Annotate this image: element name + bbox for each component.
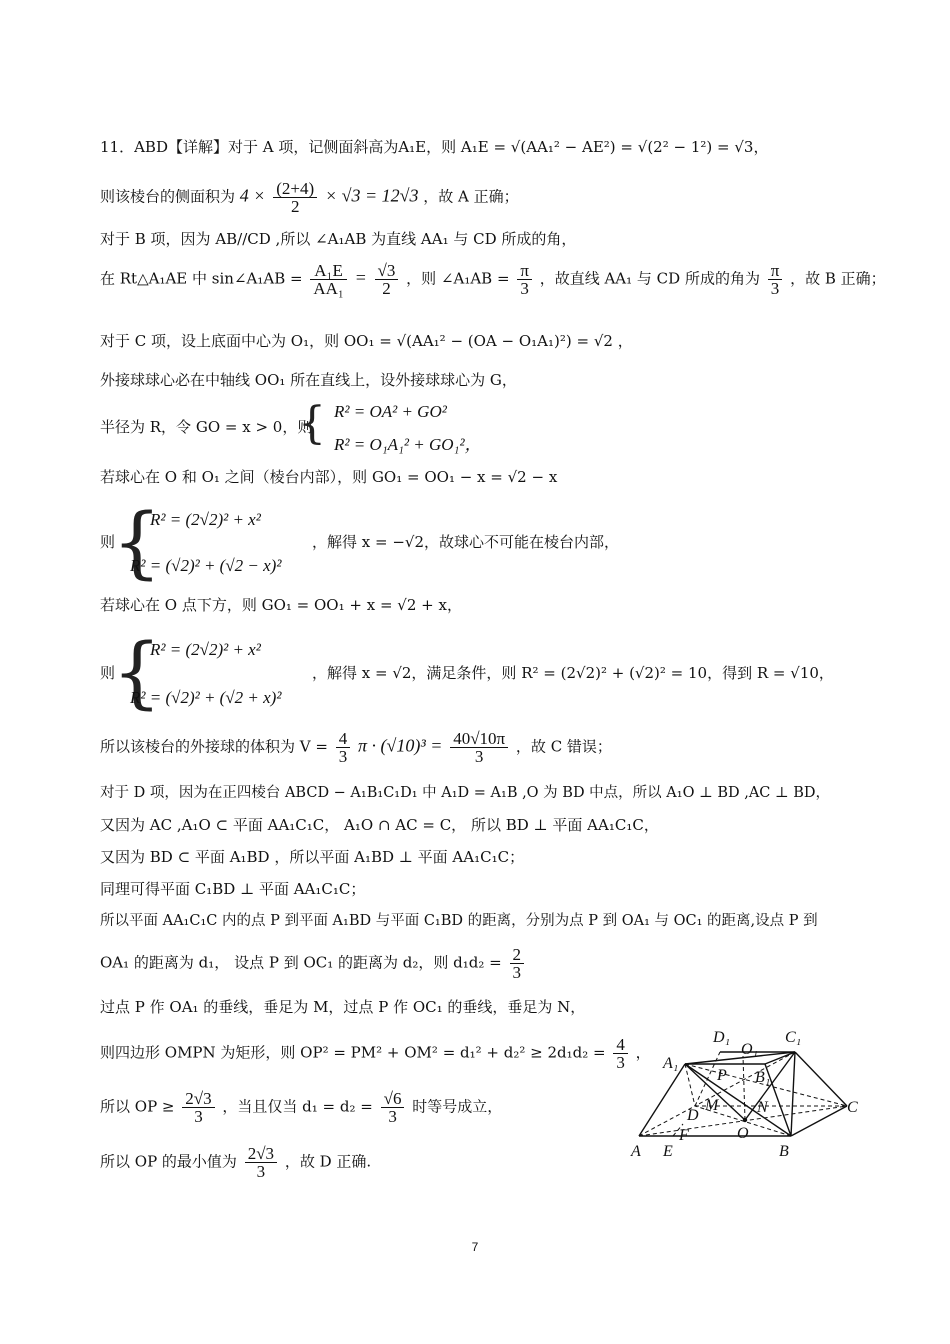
line-d6 bbox=[100, 946, 527, 981]
sys1-a: R² = OA² + GO² bbox=[334, 402, 447, 421]
text-min: 所以 OP 的最小值为 bbox=[100, 1152, 237, 1171]
label-a1: A₁ bbox=[663, 1055, 679, 1072]
text-lateral: 则该棱台的侧面积为 bbox=[100, 187, 236, 206]
d-frac: $\frac{2}{3}$ bbox=[510, 946, 525, 981]
edge-c-c1 bbox=[795, 1052, 847, 1106]
sys1-b: R² = O₁A₁² + GO₁²， bbox=[334, 435, 482, 454]
label-o1: O₁ bbox=[741, 1041, 759, 1058]
frustum-figure bbox=[625, 1022, 865, 1162]
label-p: P bbox=[717, 1067, 727, 1084]
line-d9 bbox=[100, 1090, 502, 1125]
brace-1: { bbox=[298, 398, 326, 449]
line-d-intro: 对于 D 项，因为在正四棱台 ABCD − A₁B₁C₁D₁ 中 A₁D = A₁B ,O 为 BD 中点，所以 A₁O ⊥ BD ,AC ⊥ BD， bbox=[100, 785, 831, 801]
sys3-b: R² = (√2)² + (√2 + x)² bbox=[130, 688, 282, 707]
line-d7: 过点 P 作 OA₁ 的垂线，垂足为 M，过点 P 作 OC₁ 的垂线，垂足为 N， bbox=[100, 998, 586, 1016]
label-c: C bbox=[847, 1099, 858, 1116]
min-frac: $\frac{2√3}{3}$ bbox=[182, 1090, 214, 1125]
line-sys2-label: 则 bbox=[100, 533, 116, 551]
line-c-intro: 对于 C 项，设上底面中心为 O₁，则 OO₁ = √(AA₁² − (OA − O₁A₁)²) = √2 ， bbox=[100, 332, 633, 350]
line-d2: 又因为 AC ,A₁O ⊂ 平面 AA₁C₁C， A₁O ∩ AC = C， 所以 BD ⊥ 平面 AA₁C₁C， bbox=[100, 816, 659, 834]
text-angle2: ，故直线 AA₁ 与 CD 所成的角为 bbox=[539, 269, 760, 288]
text-holds: 时等号成立， bbox=[412, 1097, 503, 1116]
line-sys2-result: ，解得 x = −√2，故球心不可能在棱台内部， bbox=[312, 533, 620, 551]
text-d6: OA₁ 的距离为 d₁， 设点 P 到 OC₁ 的距离为 d₂，则 d₁d₂ = bbox=[100, 953, 502, 972]
brace-3: { bbox=[112, 628, 162, 718]
brace-2: { bbox=[112, 498, 162, 588]
line-radius: 半径为 R，令 GO = x > 0，则 bbox=[100, 418, 313, 436]
line-sin bbox=[100, 262, 886, 297]
text-d8: 则四边形 OMPN 为矩形，则 OP² = PM² + OM² = d₁² + d₂² ≥ 2d₁d₂ = bbox=[100, 1043, 606, 1062]
line-d4: 同理可得平面 C₁BD ⊥ 平面 AA₁C₁C； bbox=[100, 880, 366, 898]
lateral-frac: $\frac{(2+4)}{2}$ bbox=[273, 180, 317, 215]
sys2-b: R² = (√2)² + (√2 − x)² bbox=[130, 556, 282, 575]
text-d-correct: ，故 D 正确. bbox=[284, 1152, 372, 1171]
line-sys3-result: ，解得 x = √2，满足条件，则 R² = (2√2)² + (√2)² = 10，得到 R = √10， bbox=[312, 664, 834, 682]
sys2-a: R² = (2√2)² + x² bbox=[150, 510, 261, 529]
label-m: M bbox=[705, 1097, 719, 1114]
label-n: N bbox=[757, 1099, 768, 1116]
line-lateral bbox=[100, 180, 519, 215]
op-frac: $\frac{4}{3}$ bbox=[613, 1036, 628, 1071]
line-axis: 外接球球心必在中轴线 OO₁ 所在直线上，设外接球球心为 G， bbox=[100, 371, 517, 389]
sin2-frac: $\frac{√3}{2}$ bbox=[375, 262, 399, 297]
line-below: 若球心在 O 点下方，则 GO₁ = OO₁ + x = √2 + x， bbox=[100, 596, 462, 614]
lateral-post: × √3 = 12√3 bbox=[324, 185, 419, 206]
vol-a-frac: $\frac{4}{3}$ bbox=[336, 730, 351, 765]
label-d: D bbox=[687, 1107, 699, 1124]
line-b-intro: 对于 B 项，因为 AB//CD ,所以 ∠A₁AB 为直线 AA₁ 与 CD 所成的角， bbox=[100, 230, 577, 248]
line-d10 bbox=[100, 1145, 371, 1180]
line-d3: 又因为 BD ⊂ 平面 A₁BD ，所以平面 A₁BD ⊥ 平面 AA₁C₁C； bbox=[100, 848, 525, 866]
text-volume: 所以该棱台的外接球的体积为 V = bbox=[100, 737, 333, 756]
label-e: E bbox=[663, 1143, 673, 1160]
eq-frac: $\frac{√6}{3}$ bbox=[381, 1090, 405, 1125]
label-b: B bbox=[779, 1143, 789, 1160]
hidden-o-o1 bbox=[743, 1056, 745, 1120]
line-volume bbox=[100, 730, 612, 765]
text-c-wrong: ，故 C 错误； bbox=[515, 737, 612, 756]
text-iff: ，当且仅当 d₁ = d₂ = bbox=[222, 1097, 373, 1116]
text-op: 所以 OP ≥ bbox=[100, 1097, 175, 1116]
label-d1: D₁ bbox=[713, 1029, 731, 1046]
text-comma: ， bbox=[635, 1043, 651, 1062]
pi-frac: $\frac{\pi}{3}$ bbox=[517, 262, 532, 297]
edge-c1-b bbox=[791, 1052, 795, 1136]
vol-b-frac: $\frac{40√10\pi}{3}$ bbox=[450, 730, 508, 765]
line-sys3-label: 则 bbox=[100, 664, 116, 682]
sin-frac: $\frac{\text{A₁E}}{\text{AA₁}}$ bbox=[310, 262, 346, 297]
label-o: O bbox=[737, 1125, 749, 1142]
last-frac: $\frac{2√3}{3}$ bbox=[245, 1145, 277, 1180]
lateral-pre: 4 × bbox=[239, 185, 266, 206]
pi2-frac: $\frac{\pi}{3}$ bbox=[768, 262, 783, 297]
text-sin: 在 Rt△A₁AE 中 sin∠A₁AB = bbox=[100, 269, 303, 288]
sys3-a: R² = (2√2)² + x² bbox=[150, 640, 261, 659]
label-a: A bbox=[631, 1143, 641, 1160]
label-c1: C₁ bbox=[785, 1029, 802, 1046]
edge-b-c bbox=[791, 1106, 847, 1136]
vol-mid: π · (√10)³ = bbox=[358, 735, 443, 756]
line-11a: 11．ABD【详解】对于 A 项，记侧面斜高为A₁E，则 A₁E = √(AA₁² − AE²) = √(2² − 1²) = √3， bbox=[100, 138, 769, 156]
line-d8 bbox=[100, 1036, 651, 1071]
text-b-correct: ，故 B 正确； bbox=[790, 269, 886, 288]
line-inside: 若球心在 O 和 O₁ 之间（棱台内部），则 GO₁ = OO₁ − x = √2 − x bbox=[100, 468, 558, 486]
label-f: F bbox=[679, 1127, 689, 1144]
page-number: 7 bbox=[471, 1240, 479, 1254]
label-b1: B₁ bbox=[755, 1069, 771, 1086]
line-d5: 所以平面 AA₁C₁C 内的点 P 到平面 A₁BD 与平面 C₁BD 的距离，分别为点 P 到 OA₁ 与 OC₁ 的距离,设点 P 到 bbox=[100, 913, 818, 929]
edge-a-a1 bbox=[639, 1064, 685, 1136]
point-o bbox=[743, 1118, 747, 1122]
text-angle: ，则 ∠A₁AB = bbox=[406, 269, 510, 288]
text-a-correct: ，故 A 正确； bbox=[423, 187, 519, 206]
sin-eq: = bbox=[354, 267, 367, 288]
